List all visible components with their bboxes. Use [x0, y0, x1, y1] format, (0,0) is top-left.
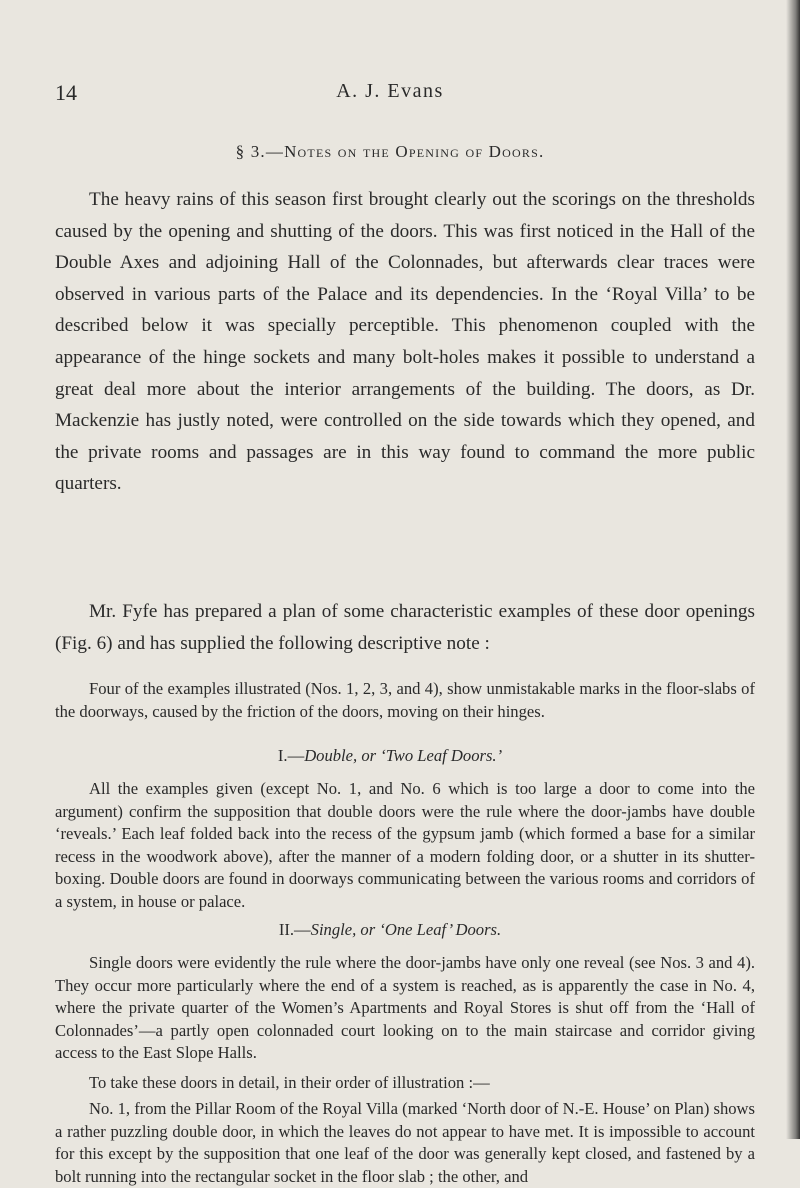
subhead-double-doors: [0, 746, 780, 766]
note-double-doors: All the examples given (except No. 1, and No. 6 which is too large a door to come into the argument) confirm the supposition that double doors were the rule where the door-jambs have double ‘reveals.’ Each leaf folded back into the recess of the gypsum jamb (which formed a base for a similar recess in the woodwork above), after the manner of a modern folding door, or a shutter in its shutter-boxing. Double doors are found in doorways communicating between the various rooms and corridors of a system, in house or palace.: [55, 779, 755, 911]
page-edge-shadow: [786, 0, 800, 1139]
section-heading: § 3.—Notes on the Opening of Doors.: [235, 142, 545, 161]
page-number: 14: [55, 80, 77, 105]
running-head: A. J. Evans: [336, 80, 444, 102]
note-no1: No. 1, from the Pillar Room of the Royal Villa (marked ‘North door of N.-E. House’ on Plan) shows a rather puzzling double door, in which the leaves do not appear to have met. It is impossible to account for this except by the supposition that one leaf of the door was generally kept closed, and fastened by a bolt running into the rectangular socket in the floor slab ; the other, and: [55, 1099, 755, 1186]
note-intro: Four of the examples illustrated (Nos. 1, 2, 3, and 4), show unmistakable marks in the floor-slabs of the doorways, caused by the friction of the doors, moving on their hinges.: [55, 679, 755, 721]
note-detail-intro: To take these doors in detail, in their order of illustration :—: [89, 1073, 490, 1092]
note-single-doors: Single doors were evidently the rule where the door-jambs have only one reveal (see Nos. 3 and 4). They occur more particularly where the end of a system is reached, as is apparently the case in No. 4, where the private quarter of the Women’s Apartments and Royal Stores is shut off from the ‘Hall of Colonnades’—a partly open colonnaded court looking on to the main staircase and corridor giving access to the East Slope Halls.: [55, 953, 755, 1063]
subhead-double-title: Double, or ‘Two Leaf Doors.’: [304, 746, 503, 765]
subhead-single-title: Single, or ‘One Leaf’ Doors.: [310, 920, 502, 939]
subhead-double-num: I.—: [277, 746, 305, 765]
paragraph-2: Mr. Fyfe has prepared a plan of some characteristic examples of these door openings (Fig. 6) and has supplied the following descriptive note :: [55, 601, 755, 654]
subhead-single-num: II.—: [278, 920, 311, 939]
subhead-single-doors: [0, 920, 780, 940]
paragraph-1: The heavy rains of this season first brought clearly out the scorings on the thresholds caused by the opening and shutting of the doors. This was first noticed in the Hall of the Double Axes and adjoining Hall of the Colonnades, but afterwards clear traces were observed in various parts of the Palace and its dependencies. In the ‘Royal Villa’ to be described below it was specially perceptible. This phenomenon coupled with the appearance of the hinge sockets and many bolt-holes makes it possible to understand a great deal more about the interior arrangements of the building. The doors, as Dr. Mackenzie has justly noted, were controlled on the side towards which they opened, and the private rooms and passages are in this way found to command the more public quarters.: [55, 189, 755, 495]
